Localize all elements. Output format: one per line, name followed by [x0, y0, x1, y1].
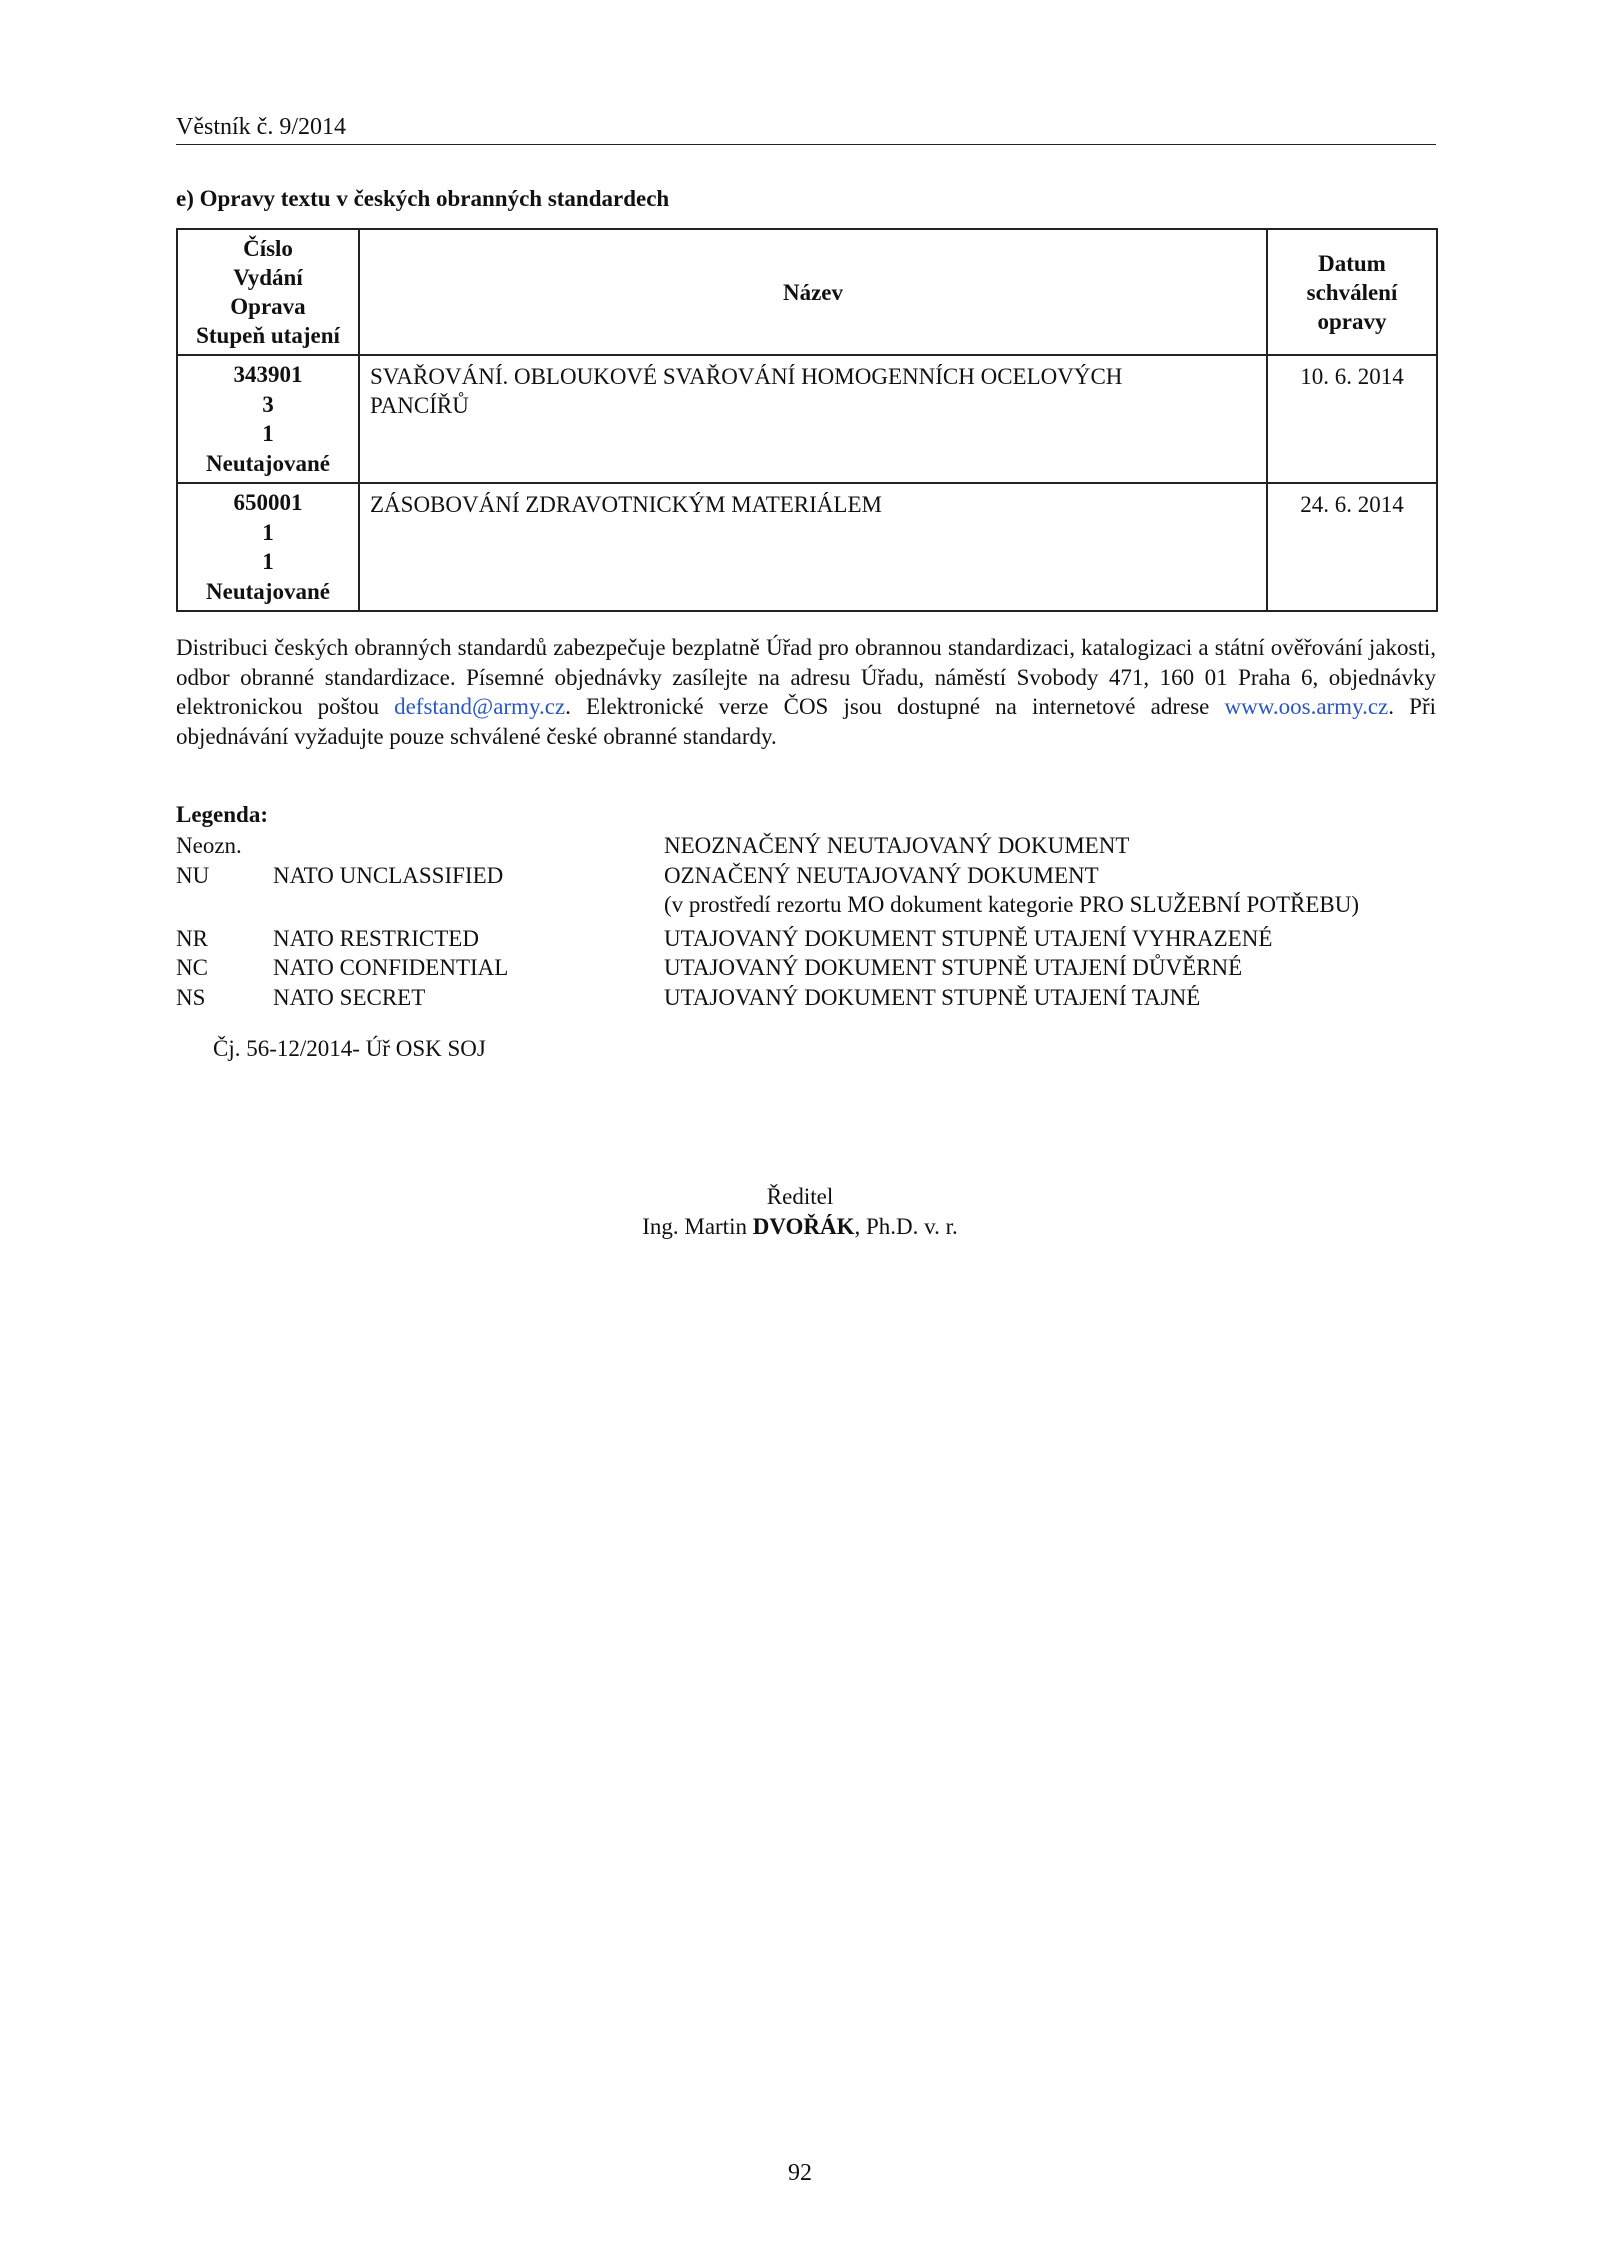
- bulletin-title: Věstník č. 9/2014: [176, 114, 346, 140]
- legend-list: [176, 831, 1436, 1012]
- legend-desc: OZNAČENÝ NEUTAJOVANÝ DOKUMENT: [664, 862, 1099, 888]
- signature-prefix: Ing. Martin: [642, 1214, 753, 1239]
- signature-name: [0, 1212, 1600, 1242]
- legend-row: [176, 983, 1436, 1013]
- legend-abbr: NR: [176, 925, 208, 951]
- header-number-cell: [177, 229, 359, 355]
- row-cislo: 343901: [233, 362, 303, 387]
- row-name-cell: [359, 483, 1267, 611]
- row-number-cell: [177, 483, 359, 611]
- reference-number: Čj. 56-12/2014- Úř OSK SOJ: [213, 1036, 486, 1061]
- legend-title: Legenda:: [176, 802, 268, 827]
- row-nazev-line1: ZÁSOBOVÁNÍ ZDRAVOTNICKÝM MATERIÁLEM: [370, 492, 882, 517]
- signature-suffix: , Ph.D. v. r.: [854, 1214, 958, 1239]
- legend-nato: NATO RESTRICTED: [273, 925, 479, 951]
- legend-abbr: NU: [176, 862, 210, 888]
- header-opravy: opravy: [1317, 308, 1387, 334]
- row-date-cell: 10. 6. 2014: [1267, 355, 1437, 483]
- legend-desc: UTAJOVANÝ DOKUMENT STUPNĚ UTAJENÍ TAJNÉ: [664, 984, 1201, 1010]
- legend-row: [176, 924, 1436, 954]
- row-stupen: Neutajované: [206, 578, 330, 604]
- row-stupen: Neutajované: [206, 450, 330, 476]
- header-oprava: Oprava: [230, 294, 306, 319]
- legend-row: [176, 831, 1436, 861]
- header-stupen: Stupeň utajení: [196, 323, 340, 348]
- section-title: e) Opravy textu v českých obranných standardech: [176, 186, 670, 211]
- distribution-text-2: . Elektronické verze ČOS jsou dostupné na internetové adrese: [565, 694, 1225, 719]
- bulletin-header: [176, 112, 1436, 145]
- signature-block: [0, 1182, 1600, 1242]
- row-vydani: 3: [262, 391, 274, 417]
- header-schvaleni: schválení: [1306, 279, 1398, 305]
- legend-row: [176, 890, 1436, 920]
- legend-abbr: NS: [176, 984, 206, 1010]
- header-name-cell: Název: [359, 229, 1267, 355]
- legend-desc: UTAJOVANÝ DOKUMENT STUPNĚ UTAJENÍ DŮVĚRNÉ: [664, 955, 1243, 980]
- row-nazev-line2: PANCÍŘŮ: [370, 393, 469, 418]
- table-row: [177, 355, 1437, 483]
- signature-role: Ředitel: [766, 1184, 834, 1209]
- legend-abbr: Neozn.: [176, 833, 242, 858]
- legend-desc: UTAJOVANÝ DOKUMENT STUPNĚ UTAJENÍ VYHRAZENÉ: [664, 925, 1273, 951]
- legend-row: [176, 861, 1436, 891]
- legend-nato: NATO SECRET: [273, 984, 426, 1010]
- email-link[interactable]: defstand@army.cz: [394, 694, 566, 719]
- header-vydani: Vydání: [233, 265, 303, 290]
- distribution-paragraph: [176, 633, 1436, 751]
- legend-abbr: NC: [176, 955, 208, 980]
- table-header-row: [177, 229, 1437, 355]
- row-date-cell: 24. 6. 2014: [1267, 483, 1437, 611]
- legend-desc: NEOZNAČENÝ NEUTAJOVANÝ DOKUMENT: [664, 833, 1130, 858]
- legend-nato: NATO CONFIDENTIAL: [273, 955, 509, 980]
- row-cislo: 650001: [233, 490, 303, 515]
- header-datum: Datum: [1318, 250, 1386, 276]
- page-number: 92: [788, 2160, 812, 2186]
- table-row: [177, 483, 1437, 611]
- legend-desc: (v prostředí rezortu MO dokument kategorie PRO SLUŽEBNÍ POTŘEBU): [664, 892, 1360, 917]
- distribution-text-1: Distribuci českých obranných standardů zabezpečuje bezplatně Úřad pro obrannou standardizaci, katalogizaci a státní ověřování jakosti, odbor obranné standardizace. Písemné objednávky zasílejte na adresu Úřadu, náměstí Svobody 471, 160 01 Praha 6, objednávky elektronickou poštou: [176, 635, 1436, 719]
- row-name-cell: [359, 355, 1267, 483]
- standards-table: [176, 228, 1438, 612]
- row-oprava: 1: [262, 549, 274, 574]
- row-vydani: 1: [262, 519, 274, 545]
- row-number-cell: [177, 355, 359, 483]
- signature-surname: DVOŘÁK: [752, 1214, 855, 1239]
- legend-row: [176, 953, 1436, 983]
- row-oprava: 1: [262, 421, 274, 446]
- web-link[interactable]: www.oos.army.cz: [1224, 694, 1389, 719]
- legend-nato: NATO UNCLASSIFIED: [273, 862, 504, 888]
- row-nazev-line1: SVAŘOVÁNÍ. OBLOUKOVÉ SVAŘOVÁNÍ HOMOGENNÍCH OCELOVÝCH: [370, 364, 1123, 389]
- header-date-cell: [1267, 229, 1437, 355]
- header-cislo: Číslo: [243, 236, 293, 261]
- distribution-text-3: . Při objednávání vyžadujte pouze schválené české obranné standardy.: [176, 694, 1436, 749]
